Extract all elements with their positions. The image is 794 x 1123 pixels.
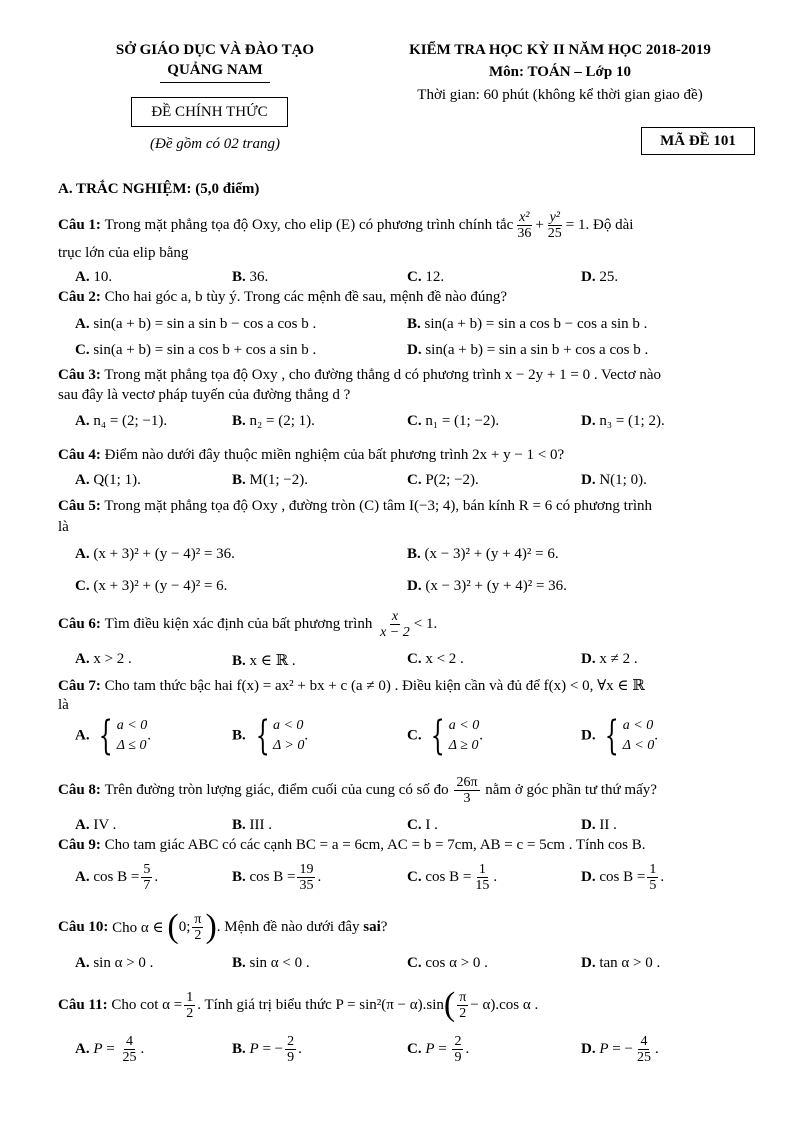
q7-option-a[interactable]: A. { a < 0 Δ ≤ 0 .: [75, 713, 151, 759]
q3-text-2: sau đây là vectơ pháp tuyến của đường thẳng d ?: [58, 387, 351, 403]
q1-frac-x: $\frac{\text{x²}}{36}$: [517, 209, 532, 241]
q8-option-b[interactable]: B. III .: [232, 817, 273, 833]
q3-option-a[interactable]: A. n₄ = (2; −1).: [75, 413, 168, 429]
question-10: Câu 10: Cho α ∈ ( 0; $\frac{\pi}{2}$ ) . Mệnh đề nào dưới đây sai ?: [58, 908, 388, 945]
q7-option-b[interactable]: B. { a < 0 Δ > 0 .: [232, 713, 309, 759]
q2-option-a[interactable]: A. sin(a + b) = sin a sin b − cos a cos b .: [75, 316, 317, 332]
q7-option-c[interactable]: C. { a < 0 Δ ≥ 0 .: [407, 713, 483, 759]
question-9: Câu 9: Cho tam giác ABC có các cạnh BC = a = 6cm, AC = b = 7cm, AB = c = 5cm . Tính cos B.: [58, 837, 646, 853]
q1-option-c[interactable]: C. 12.: [407, 269, 445, 285]
question-6: Câu 6: Tìm điều kiện xác định của bất phương trình $\frac{x}{x - 2}$ < 1.: [58, 608, 438, 640]
q7-option-d[interactable]: D. { a < 0 Δ < 0 .: [581, 713, 658, 759]
pages-note: (Đề gồm có 02 trang): [150, 136, 280, 152]
q9-option-c[interactable]: C. cos B = $\frac{1}{15}$ .: [407, 862, 498, 893]
dept-line-2: QUẢNG NAM: [167, 62, 263, 78]
q8-option-a[interactable]: A. IV .: [75, 817, 117, 833]
q2-option-d[interactable]: D. sin(a + b) = sin a sin b + cos a cos b .: [407, 342, 649, 358]
question-5: Câu 5: Trong mặt phẳng tọa độ Oxy , đường tròn (C) tâm I(−3; 4), bán kính R = 6 có phương trình: [58, 498, 653, 514]
q9-option-a[interactable]: A. cos B = $\frac{5}{7}$ .: [75, 862, 159, 893]
dept-underline: [160, 82, 270, 83]
q8-option-c[interactable]: C. I .: [407, 817, 438, 833]
official-label: ĐỀ CHÍNH THỨC: [151, 104, 268, 120]
section-a-title: A. TRẮC NGHIỆM: (5,0 điểm): [58, 181, 260, 197]
q1-option-a[interactable]: A. 10.: [75, 269, 113, 285]
question-3: Câu 3: Trong mặt phẳng tọa độ Oxy , cho đường thẳng d có phương trình x − 2y + 1 = 0 . Vectơ nào: [58, 367, 662, 383]
q4-option-c[interactable]: C. P(2; −2).: [407, 472, 479, 488]
q3-option-b[interactable]: B. n₂ = (2; 1).: [232, 413, 315, 429]
q8-fraction: $\frac{26\pi}{3}$: [456, 774, 478, 806]
q8-option-d[interactable]: D. II .: [581, 817, 617, 833]
q1-option-b[interactable]: B. 36.: [232, 269, 269, 285]
exam-title: KIỂM TRA HỌC KỲ II NĂM HỌC 2018-2019: [409, 42, 711, 58]
question-7: Câu 7: Cho tam thức bậc hai f(x) = ax² + bx + c (a ≠ 0) . Điều kiện cần và đủ để f(x) < 0, ∀x ∈ ℝ: [58, 678, 645, 694]
q1-text-tail: = 1. Độ dài: [565, 216, 634, 233]
q6-fraction: $\frac{x}{x - 2}$: [380, 608, 410, 640]
q10-option-c[interactable]: C. cos α > 0 .: [407, 955, 488, 971]
q6-option-b[interactable]: B. x ∈ ℝ .: [232, 653, 296, 669]
question-4: Câu 4: Điểm nào dưới đây thuộc miền nghiệm của bất phương trình 2x + y − 1 < 0?: [58, 447, 565, 463]
q1-text: Trong mặt phẳng tọa độ Oxy, cho elip (E) có phương trình chính tắc: [104, 216, 514, 233]
q11-option-d[interactable]: D. P = − $\frac{4}{25}$ .: [581, 1034, 659, 1065]
q1-text-2: trục lớn của elip bằng: [58, 245, 189, 261]
q4-option-d[interactable]: D. N(1; 0).: [581, 472, 647, 488]
q2-option-b[interactable]: B. sin(a + b) = sin a cos b − cos a sin b .: [407, 316, 648, 332]
q6-option-a[interactable]: A. x > 2 .: [75, 651, 132, 667]
q5-option-d[interactable]: D. (x − 3)² + (y + 4)² = 36.: [407, 578, 567, 594]
q11-option-a[interactable]: A. P = $\frac{4}{25}$ .: [75, 1034, 145, 1065]
q9-option-b[interactable]: B. cos B = $\frac{19}{35}$ .: [232, 862, 322, 893]
q11-option-c[interactable]: C. P = $\frac{2}{9}$ .: [407, 1034, 470, 1065]
q6-option-d[interactable]: D. x ≠ 2 .: [581, 651, 638, 667]
q1-label: Câu 1:: [58, 216, 101, 233]
q7-text-2: là: [58, 697, 69, 713]
question-8: Câu 8: Trên đường tròn lượng giác, điểm cuối của cung có số đo $\frac{26\pi}{3}$ nằm ở góc phần tư thứ mấy?: [58, 774, 657, 806]
q1-frac-y: $\frac{\text{y²}}{25}$: [547, 209, 562, 241]
q10-option-b[interactable]: B. sin α < 0 .: [232, 955, 310, 971]
question-2: Câu 2: Cho hai góc a, b tùy ý. Trong các mệnh đề sau, mệnh đề nào đúng?: [58, 289, 508, 305]
exam-subject: Môn: TOÁN – Lớp 10: [489, 64, 631, 80]
exam-code-label: MÃ ĐỀ 101: [660, 133, 736, 149]
q4-option-a[interactable]: A. Q(1; 1).: [75, 472, 141, 488]
q5-text-2: là: [58, 519, 69, 535]
q1-option-d[interactable]: D. 25.: [581, 269, 619, 285]
q10-option-a[interactable]: A. sin α > 0 .: [75, 955, 154, 971]
q4-option-b[interactable]: B. M(1; −2).: [232, 472, 308, 488]
exam-time: Thời gian: 60 phút (không kể thời gian giao đề): [417, 87, 703, 103]
q9-option-d[interactable]: D. cos B = $\frac{1}{5}$ .: [581, 862, 665, 893]
q5-option-b[interactable]: B. (x − 3)² + (y + 4)² = 6.: [407, 546, 559, 562]
dept-line-1: SỞ GIÁO DỤC VÀ ĐÀO TẠO: [115, 42, 315, 58]
question-11: Câu 11: Cho cot α = $\frac{1}{2}$ . Tính giá trị biểu thức P = sin²(π − α).sin ( $\frac{\pi}{2}$ − α).cos α .: [58, 986, 539, 1023]
q5-option-a[interactable]: A. (x + 3)² + (y − 4)² = 36.: [75, 546, 235, 562]
q6-option-c[interactable]: C. x < 2 .: [407, 651, 464, 667]
official-box: [131, 97, 288, 127]
q3-option-d[interactable]: D. n₃ = (1; 2).: [581, 413, 665, 429]
q11-option-b[interactable]: B. P = − $\frac{2}{9}$ .: [232, 1034, 302, 1065]
q3-option-c[interactable]: C. n₁ = (1; −2).: [407, 413, 500, 429]
q2-option-c[interactable]: C. sin(a + b) = sin a cos b + cos a sin b .: [75, 342, 317, 358]
q10-option-d[interactable]: D. tan α > 0 .: [581, 955, 661, 971]
q5-option-c[interactable]: C. (x + 3)² + (y − 4)² = 6.: [75, 578, 228, 594]
exam-code: [641, 127, 755, 155]
question-1: Câu 1: Trong mặt phẳng tọa độ Oxy, cho elip (E) có phương trình chính tắc $\frac{\text{x²}}{36}$ + $\frac{\text{y²}}{25}$ = 1. Độ dài trục lớn của elip bằng: [58, 205, 758, 262]
